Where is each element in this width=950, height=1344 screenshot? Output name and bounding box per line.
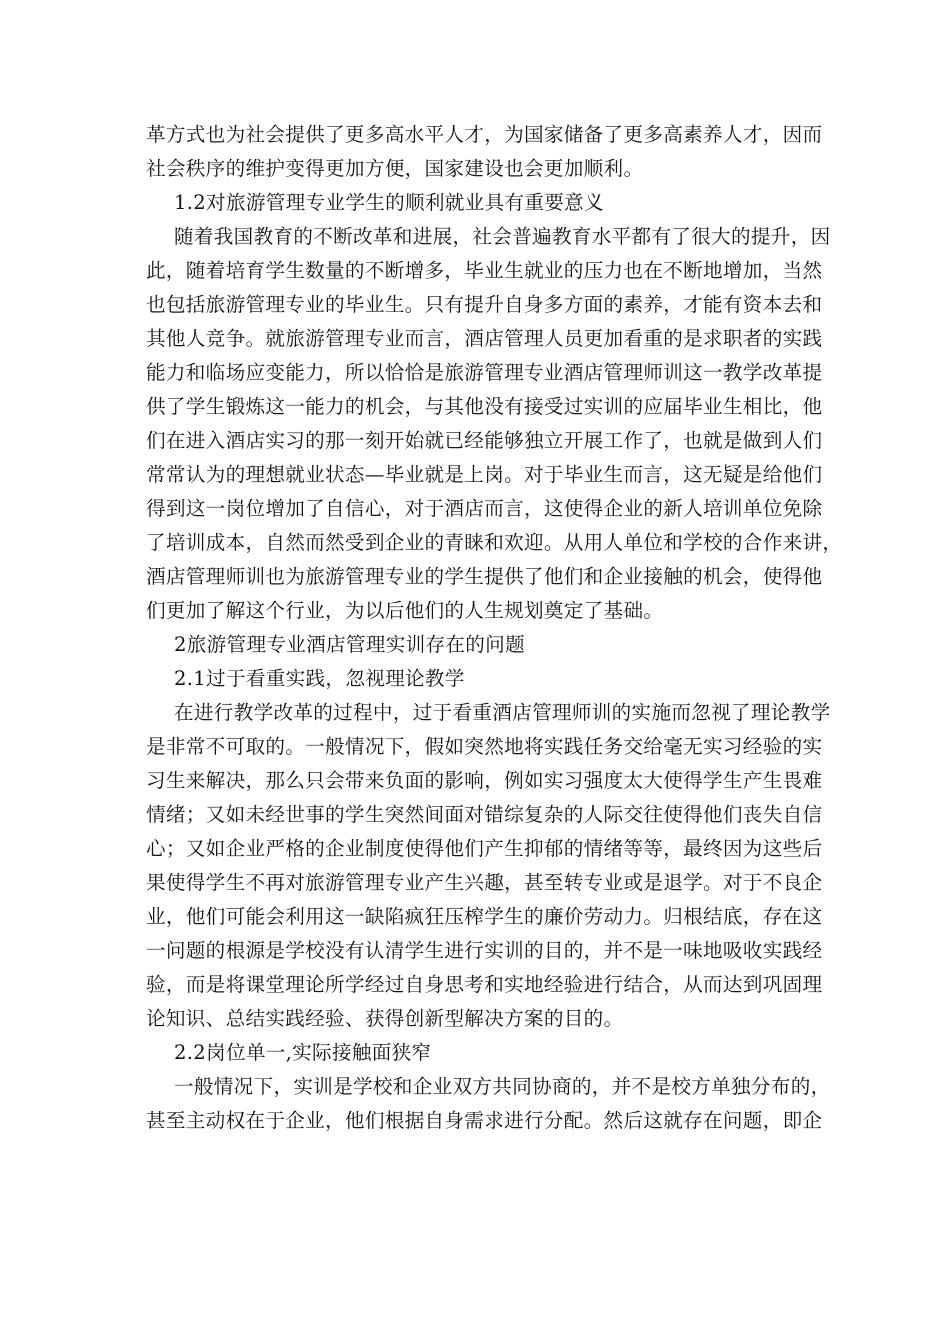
text-line: 2.1过于看重实践，忽视理论教学	[174, 667, 465, 690]
text-line: 是非常不可取的。一般情况下，假如突然地将实践任务交给毫无实习经验的实	[146, 735, 823, 758]
text-line: 得到这一岗位增加了自信心，对于酒店而言，这使得企业的新人培训单位免除	[146, 497, 823, 520]
text-line: 能力和临场应变能力，所以恰恰是旅游管理专业酒店管理师训这一教学改革提	[146, 361, 823, 384]
text-line: 1.2对旅游管理专业学生的顺利就业具有重要意义	[174, 191, 604, 214]
text-line: 供了学生锻炼这一能力的机会，与其他没有接受过实训的应届毕业生相比，他	[146, 395, 823, 418]
text-line: 业，他们可能会利用这一缺陷疯狂压榨学生的廉价劳动力。归根结底，存在这	[146, 905, 823, 928]
text-line: 论知识、总结实践经验、获得创新型解决方案的目的。	[146, 1007, 624, 1030]
text-line: 甚至主动权在于企业，他们根据自身需求进行分配。然后这就存在问题，即企	[146, 1109, 823, 1132]
text-line: 习生来解决，那么只会带来负面的影响，例如实习强度太大使得学生产生畏难	[146, 769, 823, 792]
text-line: 2.2岗位单一,实际接触面狭窄	[174, 1041, 432, 1064]
text-line: 酒店管理师训也为旅游管理专业的学生提供了他们和企业接触的机会，使得他	[146, 565, 823, 588]
document-body	[146, 118, 843, 1138]
text-line: 心；又如企业严格的企业制度使得他们产生抑郁的情绪等等，最终因为这些后	[146, 837, 823, 860]
text-line: 随着我国教育的不断改革和进展，社会普遍教育水平都有了很大的提升，因	[174, 225, 831, 248]
text-line: 革方式也为社会提供了更多高水平人才，为国家储备了更多高素养人才，因而	[146, 123, 823, 146]
text-line: 们更加了解这个行业，为以后他们的人生规划奠定了基础。	[146, 599, 664, 622]
text-line: 们在进入酒店实习的那一刻开始就已经能够独立开展工作了，也就是做到人们	[146, 429, 823, 452]
text-line: 了培训成本，自然而然受到企业的青睐和欢迎。从用人单位和学校的合作来讲，	[146, 531, 843, 554]
text-line: 此，随着培育学生数量的不断增多，毕业生就业的压力也在不断地增加，当然	[146, 259, 823, 282]
text-line: 验，而是将课堂理论所学经过自身思考和实地经验进行结合，从而达到巩固理	[146, 973, 823, 996]
text-line: 情绪；又如未经世事的学生突然间面对错综复杂的人际交往使得他们丧失自信	[146, 803, 823, 826]
text-line: 一问题的根源是学校没有认清学生进行实训的目的，并不是一味地吸收实践经	[146, 939, 823, 962]
text-line: 也包括旅游管理专业的毕业生。只有提升自身多方面的素养，才能有资本去和	[146, 293, 823, 316]
text-line: 2旅游管理专业酒店管理实训存在的问题	[174, 633, 525, 656]
text-line: 社会秩序的维护变得更加方便，国家建设也会更加顺利。	[146, 157, 644, 180]
text-line: 常常认为的理想就业状态—毕业就是上岗。对于毕业生而言，这无疑是给他们	[146, 463, 823, 486]
text-line: 其他人竞争。就旅游管理专业而言，酒店管理人员更加看重的是求职者的实践	[146, 327, 823, 350]
text-line: 果使得学生不再对旅游管理专业产生兴趣，甚至转专业或是退学。对于不良企	[146, 871, 823, 894]
text-line: 一般情况下，实训是学校和企业双方共同协商的，并不是校方单独分布的，	[174, 1075, 831, 1098]
text-line: 在进行教学改革的过程中，过于看重酒店管理师训的实施而忽视了理论教学	[174, 701, 831, 724]
